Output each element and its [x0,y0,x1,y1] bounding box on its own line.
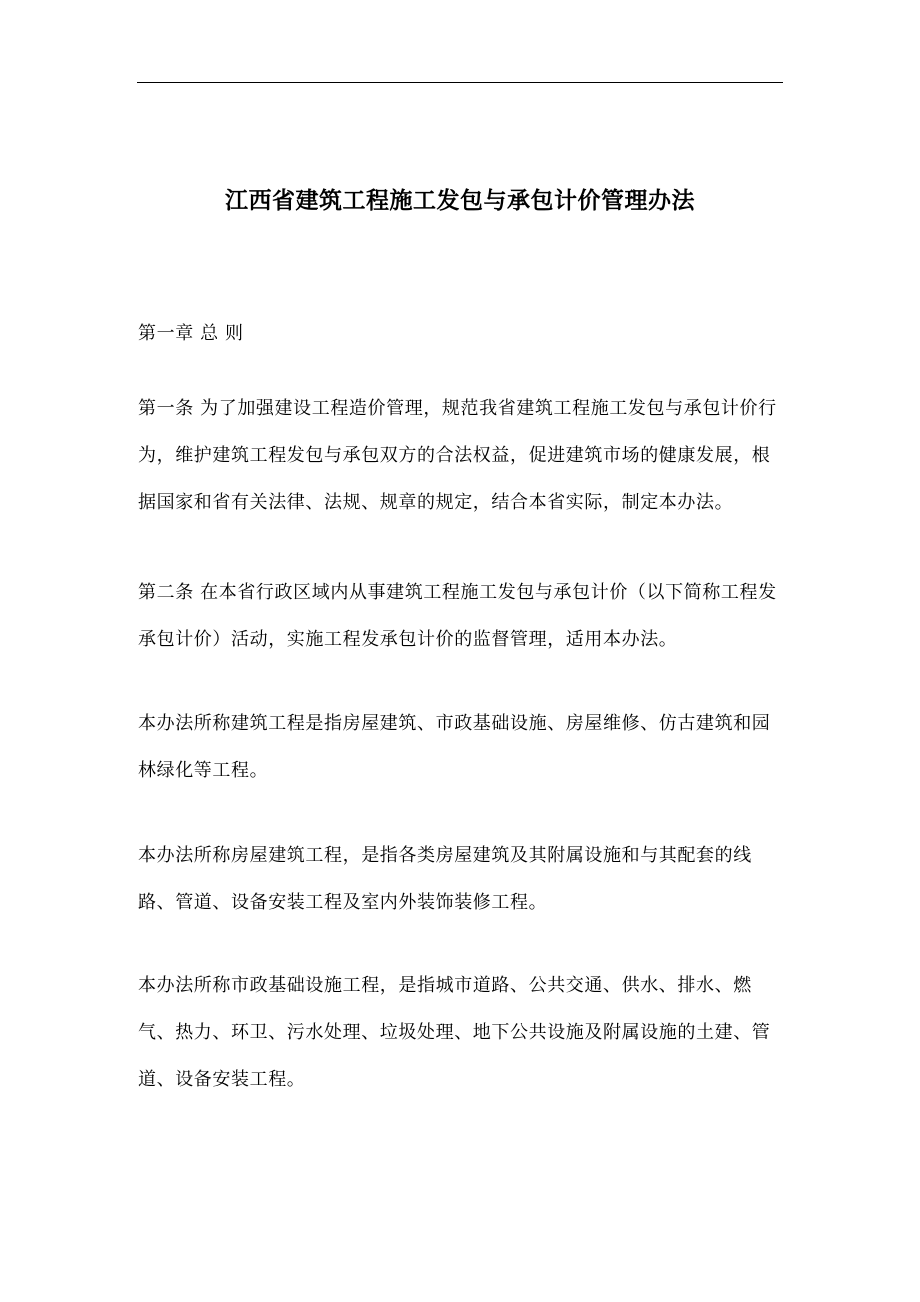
definition-housing-construction: 本办法所称房屋建筑工程，是指各类房屋建筑及其附属设施和与其配套的线路、管道、设备安装工程及室内外装饰装修工程。 [138,845,752,913]
definition-building-engineering: 本办法所称建筑工程是指房屋建筑、市政基础设施、房屋维修、仿古建筑和园林绿化等工程。 [138,713,771,781]
definition-municipal-infrastructure: 本办法所称市政基础设施工程，是指城市道路、公共交通、供水、排水、燃气、热力、环卫、污水处理、垃圾处理、地下公共设施及附属设施的土建、管道、设备安装工程。 [138,975,771,1090]
document-title: 江西省建筑工程施工发包与承包计价管理办法 [225,187,695,214]
article-1-paragraph: 第一条 为了加强建设工程造价管理，规范我省建筑工程施工发包与承包计价行为，维护建筑工程发包与承包双方的合法权益，促进建筑市场的健康发展，根据国家和省有关法律、法规、规章的规定，结合本省实际，制定本办法。 [138,398,777,513]
chapter-heading: 第一章 总 则 [138,323,244,344]
header-rule [137,82,783,83]
article-2-paragraph: 第二条 在本省行政区域内从事建筑工程施工发包与承包计价（以下简称工程发承包计价）活动，实施工程发承包计价的监督管理，适用本办法。 [138,582,777,650]
